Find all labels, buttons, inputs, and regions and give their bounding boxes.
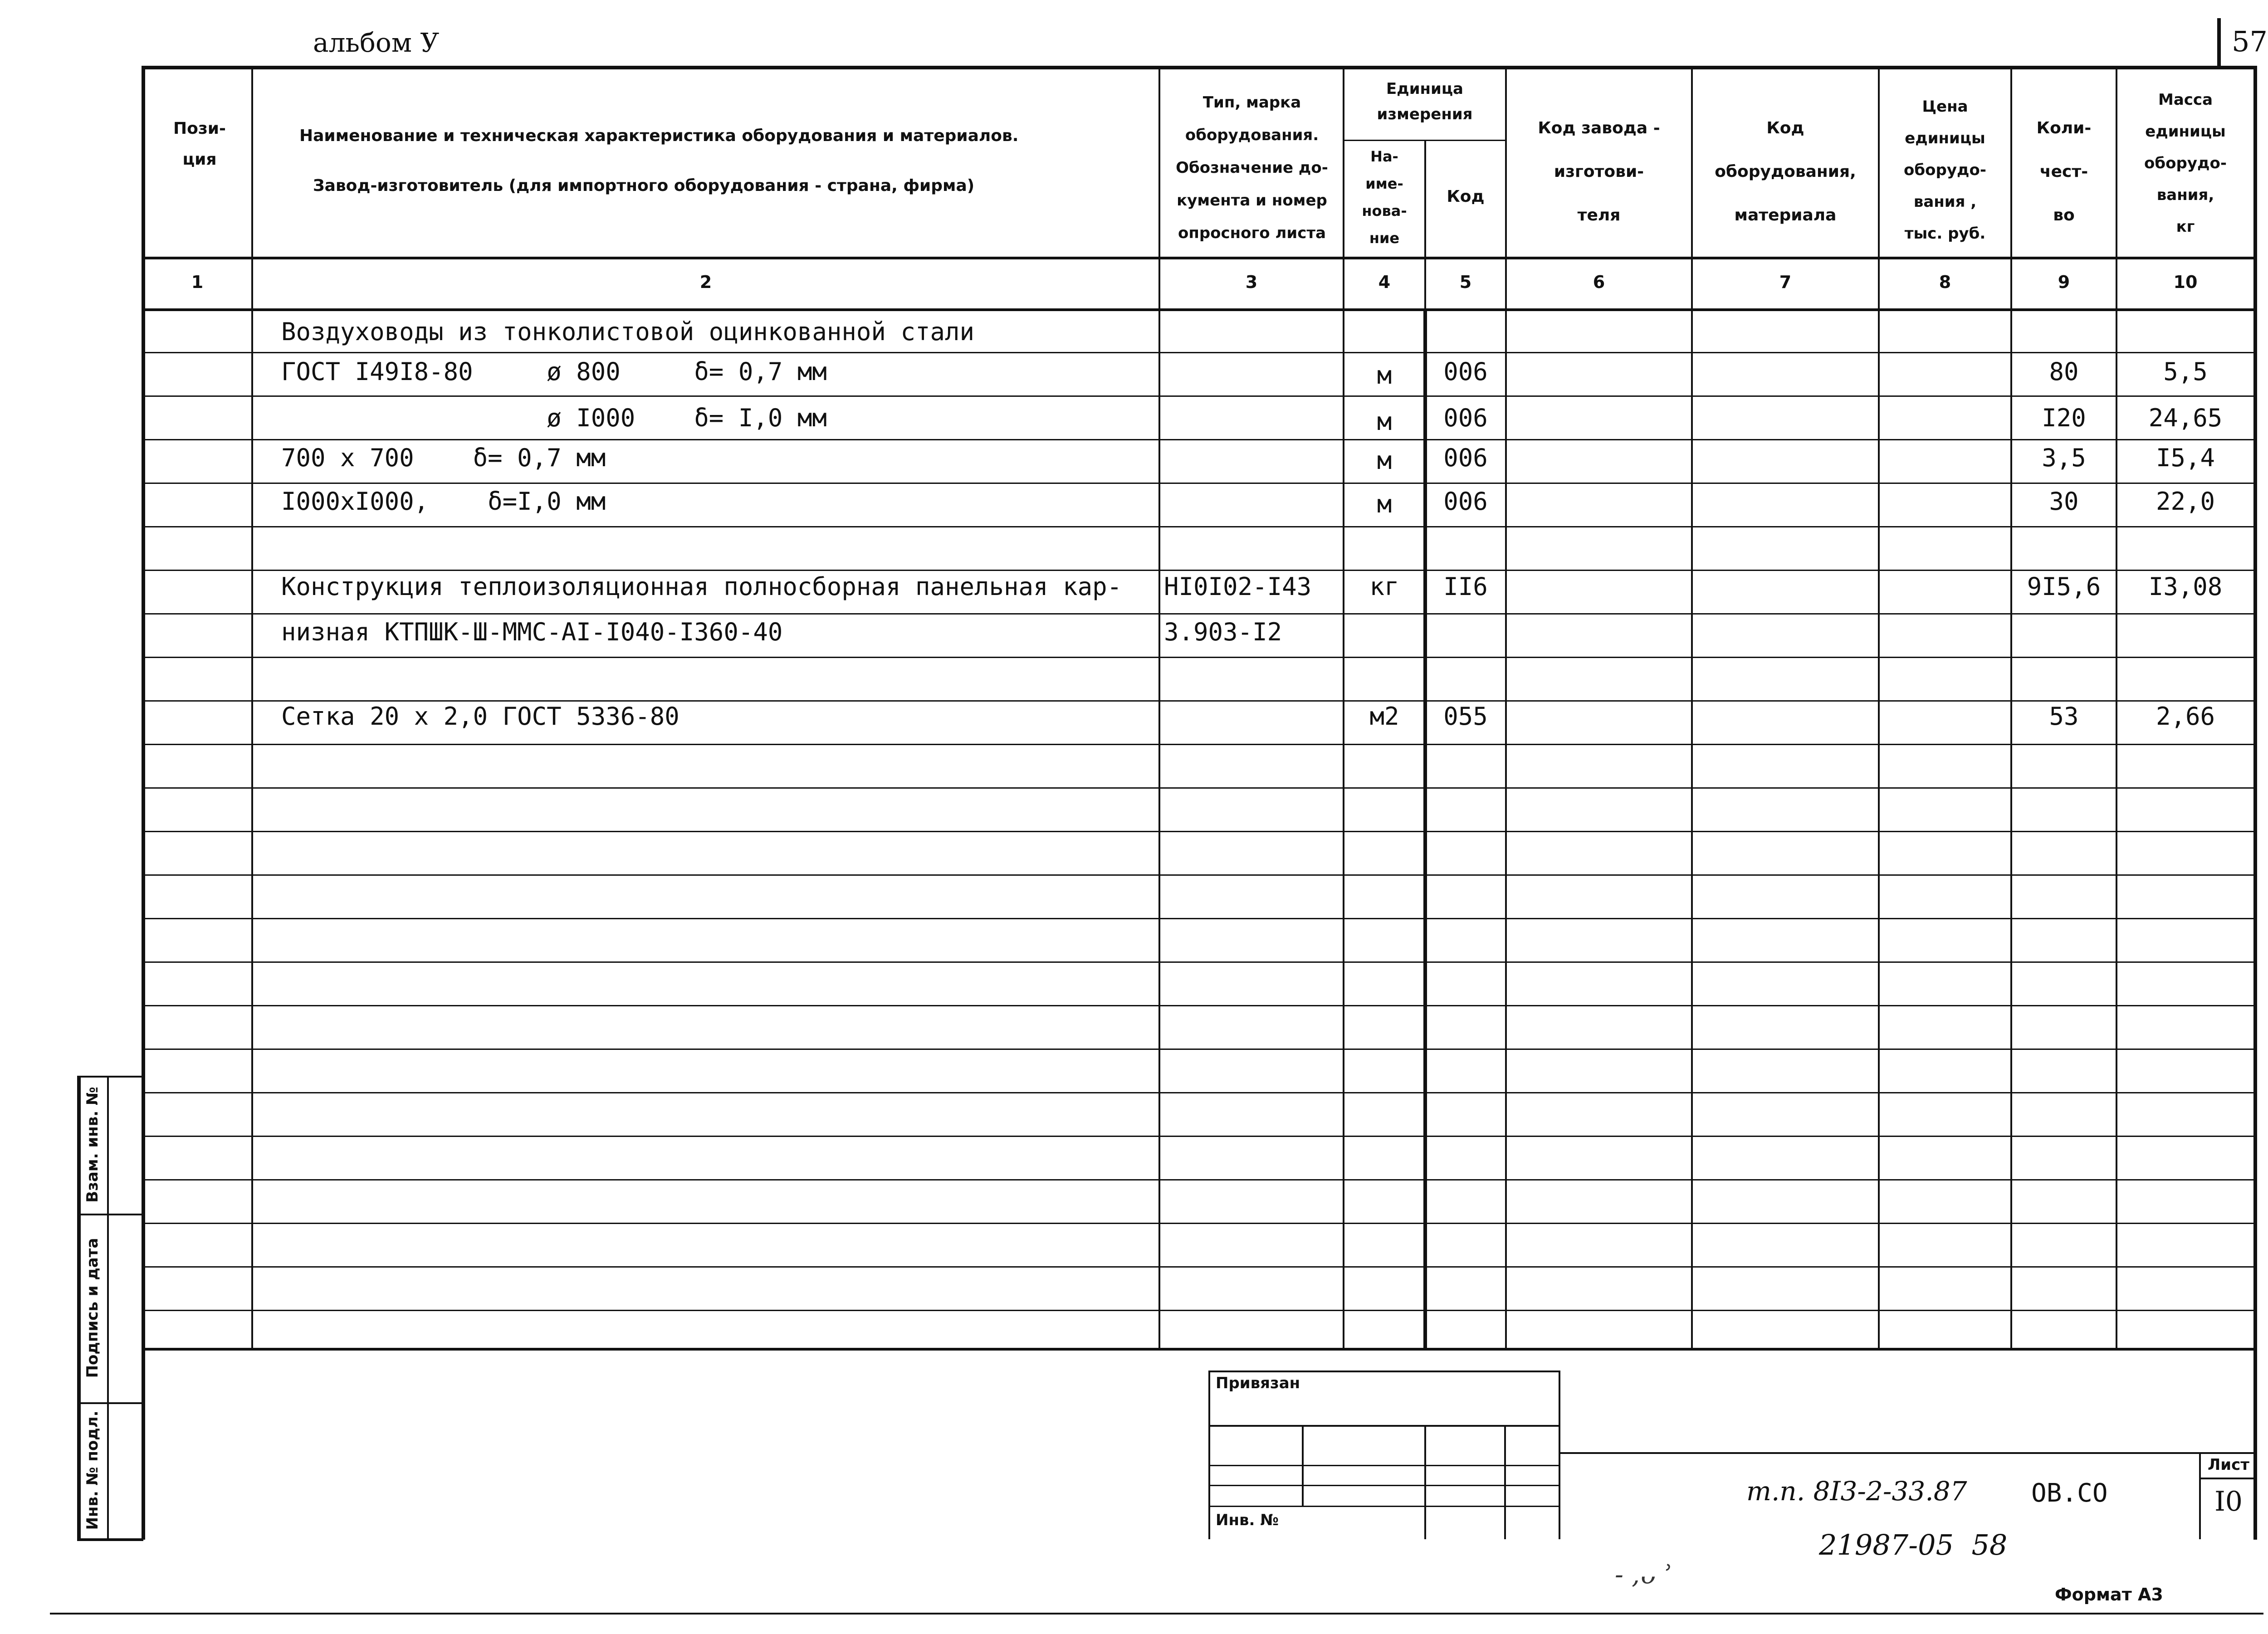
item-unit: м <box>1377 361 1392 390</box>
header-text: нова- <box>1362 202 1407 219</box>
column-number: 4 <box>1378 272 1391 292</box>
row-line <box>143 1223 2257 1224</box>
col-sep-6 <box>1691 66 1693 1349</box>
header-text: оборудо- <box>1904 161 1986 179</box>
table-top-border <box>143 66 2257 69</box>
item-code: 006 <box>1443 487 1488 516</box>
item-code: II6 <box>1443 572 1488 601</box>
row-line <box>143 352 2257 353</box>
header-text: чест- <box>2039 162 2088 181</box>
item-doc: НI0I02-I43 <box>1164 572 1312 601</box>
header-text: Коли- <box>2036 119 2092 137</box>
page-number-divider <box>2217 18 2221 68</box>
row-line <box>143 787 2257 789</box>
item-mass: I3,08 <box>2148 572 2223 601</box>
stamp-line <box>1208 1371 1210 1539</box>
side-label-replaced-inv: Взам. инв. № <box>83 1087 102 1203</box>
header-text: Тип, марка <box>1202 93 1301 112</box>
header-text: оборудования, <box>1715 162 1856 181</box>
row-line <box>143 700 2257 702</box>
header-text: Пози- <box>173 119 226 138</box>
sheet-label: Лист <box>2208 1456 2249 1474</box>
stamp-line <box>1559 1371 1560 1539</box>
header-text: изготови- <box>1554 162 1644 181</box>
side-strip-divider <box>107 1076 109 1541</box>
item-unit: м <box>1377 490 1392 518</box>
row-line <box>143 1136 2257 1137</box>
sheet-label-line <box>2201 1478 2255 1479</box>
header-text: Наименование и техническая характеристика оборудования и материалов. <box>299 127 1019 145</box>
item-doc: 3.903-I2 <box>1164 618 1282 646</box>
table-right-border <box>2253 66 2257 1540</box>
stamp-privyazan: Привязан <box>1216 1374 1300 1392</box>
col-sep-7 <box>1878 66 1880 1349</box>
item-mass: 5,5 <box>2163 357 2208 386</box>
header-text: вания, <box>2156 186 2214 204</box>
item-unit: м <box>1377 446 1392 475</box>
item-code: 006 <box>1443 404 1488 432</box>
header-text: На- <box>1370 148 1398 165</box>
item-code: 006 <box>1443 444 1488 472</box>
item-name: Конструкция теплоизоляционная полносборная панельная кар- <box>281 572 1122 601</box>
column-number: 9 <box>2058 272 2070 292</box>
item-code: 055 <box>1443 702 1488 731</box>
unit-subheader-line <box>1343 140 1505 141</box>
item-unit: м <box>1377 407 1392 436</box>
stamp-line <box>1210 1506 1560 1507</box>
row-line <box>143 526 2257 527</box>
header-text: опросного листа <box>1178 224 1326 242</box>
header-text: Код <box>1766 119 1804 137</box>
column-number: 3 <box>1245 272 1258 292</box>
header-text: единицы <box>2145 122 2226 141</box>
stamp-line <box>1210 1485 1560 1486</box>
header-text: тыс. руб. <box>1904 224 1986 243</box>
row-line <box>143 1266 2257 1268</box>
stamp-inv-no: Инв. № <box>1216 1511 1279 1529</box>
row-line <box>143 918 2257 919</box>
row-line <box>143 483 2257 484</box>
col-sep-1 <box>251 66 253 1349</box>
scribble-mark: ‐ ‚ᴗ ʾ <box>1615 1560 1671 1590</box>
row-line <box>143 1049 2257 1050</box>
item-name: Воздуховоды из тонколистовой оцинкованной стали <box>281 317 975 346</box>
row-line <box>143 1179 2257 1180</box>
row-line <box>143 831 2257 832</box>
header-unit-code: Код <box>1447 187 1485 206</box>
item-quantity: 9I5,6 <box>2027 572 2101 601</box>
format-label: Формат А3 <box>2055 1585 2163 1605</box>
header-text: кг <box>2176 218 2195 236</box>
header-text: Завод-изготовитель (для импортного оборудования - страна, фирма) <box>313 176 975 195</box>
item-name: ø I000 δ= I,0 мм <box>281 404 827 432</box>
column-number: 6 <box>1593 272 1605 292</box>
column-number: 8 <box>1939 272 1951 292</box>
side-label-signature-date: Подпись и дата <box>83 1238 102 1378</box>
inventory-number: 21987-05 58 <box>1819 1528 2008 1561</box>
header-text: теля <box>1577 206 1621 224</box>
header-text: ние <box>1369 229 1400 247</box>
row-line <box>143 657 2257 658</box>
column-numbers-border <box>143 308 2257 311</box>
header-text: оборудования. <box>1185 126 1319 144</box>
stamp-line <box>1210 1371 1560 1372</box>
side-strip-line <box>77 1214 143 1215</box>
header-text: единицы <box>1905 129 1985 147</box>
item-quantity: 80 <box>2049 357 2079 386</box>
item-quantity: 3,5 <box>2042 444 2086 472</box>
stamp-line <box>1210 1425 1560 1427</box>
page-number: 57 <box>2232 25 2268 58</box>
item-mass: I5,4 <box>2156 444 2215 472</box>
item-mass: 2,66 <box>2156 702 2215 731</box>
stamp-line <box>1504 1425 1506 1539</box>
row-line <box>143 744 2257 745</box>
side-label-original-inv: Инв. № подл. <box>83 1410 102 1530</box>
item-quantity: 53 <box>2049 702 2079 731</box>
doc-mark: ОВ.СО <box>2031 1478 2108 1508</box>
header-text: оборудо- <box>2144 154 2227 172</box>
header-text: кумента и номер <box>1177 191 1327 210</box>
row-line <box>143 1310 2257 1311</box>
header-bottom-border <box>143 257 2257 259</box>
stamp-line <box>1302 1425 1304 1507</box>
header-text: измерения <box>1377 105 1473 123</box>
header-text: материала <box>1734 206 1837 224</box>
item-name: 700 x 700 δ= 0,7 мм <box>281 444 606 472</box>
item-unit: кг <box>1369 572 1399 601</box>
row-line <box>143 1005 2257 1006</box>
header-text: Масса <box>2158 91 2213 109</box>
header-unit <box>1344 76 1505 127</box>
header-name <box>299 111 1152 211</box>
item-name: ГОСТ I49I8-80 ø 800 δ= 0,7 мм <box>281 357 827 386</box>
header-text: во <box>2053 206 2075 224</box>
item-unit: м2 <box>1369 702 1399 731</box>
row-line <box>143 439 2257 440</box>
header-text: Код завода - <box>1538 119 1660 137</box>
column-number: 2 <box>699 272 712 292</box>
item-mass: 22,0 <box>2156 487 2215 516</box>
item-name: Сетка 20 x 2,0 ГОСТ 5336-80 <box>281 702 679 731</box>
item-code: 006 <box>1443 357 1488 386</box>
item-quantity: 30 <box>2049 487 2079 516</box>
header-text: Цена <box>1922 98 1968 116</box>
item-name: I000xI000, δ=I,0 мм <box>281 487 606 516</box>
stamp-title-line <box>1559 1452 2255 1454</box>
row-line <box>143 961 2257 963</box>
col-sep-5 <box>1505 66 1507 1349</box>
header-type <box>1161 86 1343 249</box>
col-sep-2 <box>1158 66 1160 1349</box>
item-quantity: I20 <box>2042 404 2086 432</box>
row-line <box>143 1092 2257 1093</box>
header-text: ция <box>182 150 217 169</box>
column-number: 7 <box>1779 272 1792 292</box>
header-position <box>150 113 249 175</box>
row-line <box>143 874 2257 876</box>
header-text: име- <box>1365 175 1403 192</box>
header-equipment-code <box>1693 107 1878 237</box>
header-factory-code <box>1507 107 1691 237</box>
row-line <box>143 395 2257 397</box>
header-text: Единица <box>1386 80 1463 98</box>
column-number: 5 <box>1459 272 1472 292</box>
project-code: т.п. 8I3-2-33.87 <box>1746 1476 1967 1507</box>
row-line <box>143 570 2257 571</box>
page-bottom-line <box>50 1613 2263 1614</box>
header-unit-name <box>1344 143 1424 252</box>
sheet-number: I0 <box>2214 1486 2243 1517</box>
item-mass: 24,65 <box>2148 404 2223 432</box>
sheet-box-left <box>2199 1452 2201 1539</box>
table-body-bottom <box>143 1348 2257 1351</box>
item-name: низная КТПШК-Ш-ММС-АI-I040-I360-40 <box>281 618 783 646</box>
row-line <box>143 613 2257 615</box>
stamp-line <box>1210 1465 1560 1466</box>
header-text: Обозначение до- <box>1176 159 1328 177</box>
header-mass <box>2117 84 2253 243</box>
column-number: 1 <box>191 272 204 292</box>
side-strip-left-border <box>77 1076 81 1541</box>
header-quantity <box>2012 107 2116 237</box>
column-number: 10 <box>2173 272 2198 292</box>
stamp-line <box>1424 1425 1426 1539</box>
header-text: вания , <box>1913 193 1977 211</box>
album-label: альбом У <box>313 27 440 58</box>
header-price <box>1880 91 2010 249</box>
